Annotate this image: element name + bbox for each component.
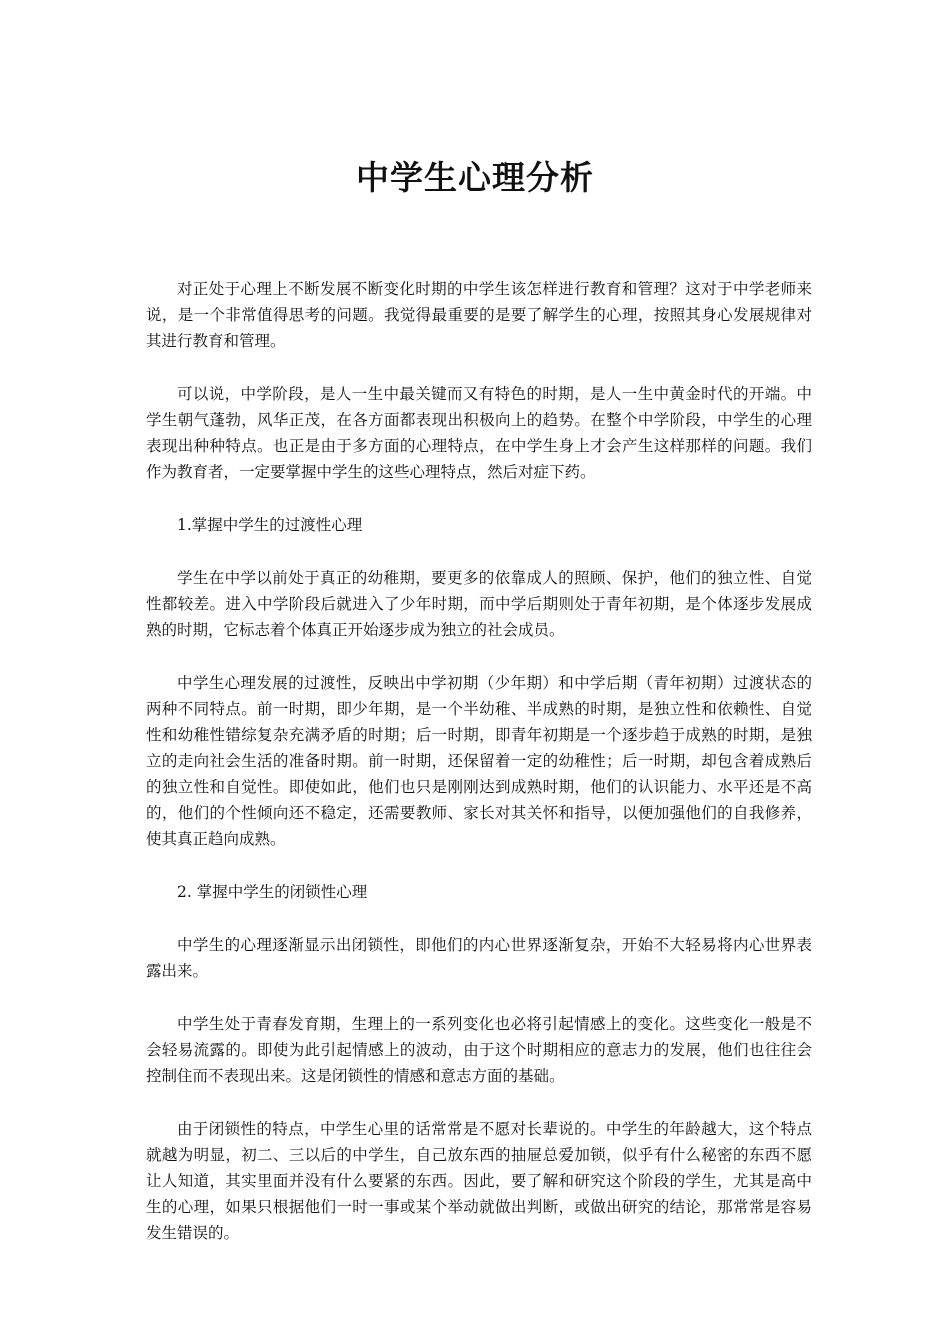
paragraph-closed-3: 由于闭锁性的特点，中学生心里的话常常是不愿对长辈说的。中学生的年龄越大，这个特点就越为明显，初二、三以后的中学生，自己放东西的抽屉总爱加锁，似乎有什么秘密的东西不愿让人知道，其实里面并没有什么要紧的东西。因此，要了解和研究这个阶段的学生，尤其是高中生的心理，如果只根据他们一时一事或某个举动就做出判断，或做出研究的结论，那常常是容易发生错误的。 bbox=[146, 1120, 812, 1242]
document-title: 中学生心理分析 bbox=[356, 158, 594, 197]
document-body bbox=[146, 276, 812, 1273]
paragraph-transitional-1: 学生在中学以前处于真正的幼稚期，要更多的依靠成人的照顾、保护，他们的独立性、自觉性都较差。进入中学阶段后就进入了少年时期，而中学后期则处于青年初期，是个体逐步发展成熟的时期，它标志着个体真正开始逐步成为独立的社会成员。 bbox=[146, 569, 812, 639]
paragraph-closed-2: 中学生处于青春发育期，生理上的一系列变化也必将引起情感上的变化。这些变化一般是不会轻易流露的。即使为此引起情感上的波动，由于这个时期相应的意志力的发展，他们也往往会控制住而不表现出来。这是闭锁性的情感和意志方面的基础。 bbox=[146, 1015, 812, 1085]
section-heading-transitional: 1.掌握中学生的过渡性心理 bbox=[177, 516, 363, 534]
section-heading-closed: 2. 掌握中学生的闭锁性心理 bbox=[177, 883, 368, 901]
paragraph-middle-school-stage: 可以说，中学阶段，是人一生中最关键而又有特色的时期，是人一生中黄金时代的开端。中学生朝气蓬勃，风华正茂，在各方面都表现出积极向上的趋势。在整个中学阶段，中学生的心理表现出种种特点。也正是由于多方面的心理特点，在中学生身上才会产生这样那样的问题。我们作为教育者，一定要掌握中学生的这些心理特点，然后对症下药。 bbox=[146, 385, 812, 481]
paragraph-intro: 对正处于心理上不断发展不断变化时期的中学生该怎样进行教育和管理？这对于中学老师来说，是一个非常值得思考的问题。我觉得最重要的是要了解学生的心理，按照其身心发展规律对其进行教育和管理。 bbox=[146, 280, 812, 350]
paragraph-transitional-2: 中学生心理发展的过渡性，反映出中学初期（少年期）和中学后期（青年初期）过渡状态的两种不同特点。前一时期，即少年期，是一个半幼稚、半成熟的时期，是独立性和依赖性、自觉性和幼稚性错综复杂充满矛盾的时期；后一时期，即青年初期是一个逐步趋于成熟的时期，是独立的走向社会生活的准备时期。前一时期，还保留着一定的幼稚性；后一时期，却包含着成熟后的独立性和自觉性。即使如此，他们也只是刚刚达到成熟时期，他们的认识能力、水平还是不高的，他们的个性倾向还不稳定，还需要教师、家长对其关怀和指导，以便加强他们的自我修养，使其真正趋向成熟。 bbox=[146, 674, 812, 848]
paragraph-closed-1: 中学生的心理逐渐显示出闭锁性，即他们的内心世界逐渐复杂，开始不大轻易将内心世界表露出来。 bbox=[146, 936, 812, 980]
